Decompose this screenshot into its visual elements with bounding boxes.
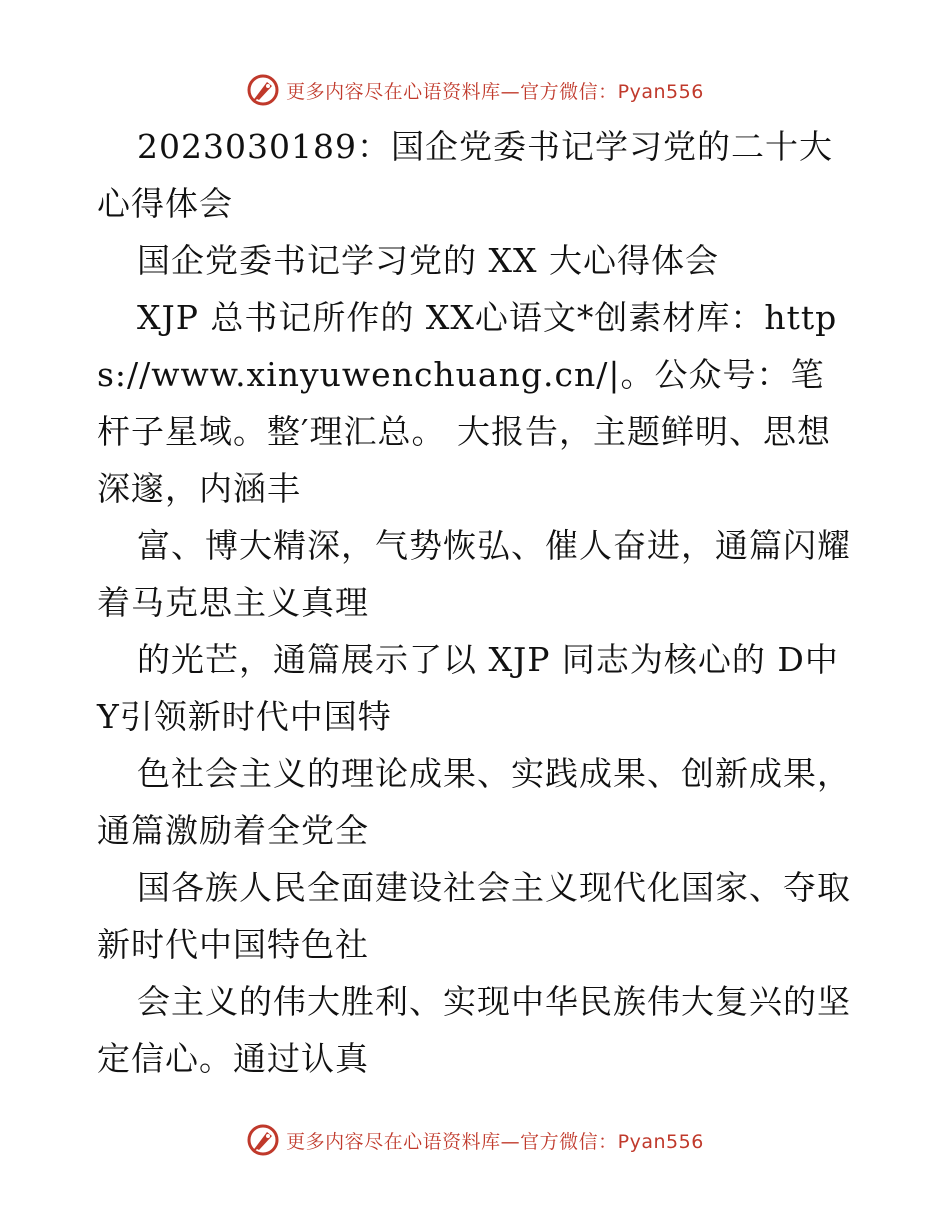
pen-nib-circle-icon [246,1123,280,1157]
paragraph: 的光芒，通篇展示了以 XJP 同志为核心的 D中Y引领新时代中国特 [97,640,839,736]
banner-text [286,1127,704,1154]
paragraph: 会主义的伟大胜利、实现中华民族伟大复兴的坚定信心。通过认真 [97,982,851,1078]
pen-nib-circle-icon [246,73,280,107]
banner-sub-text: 官方微信：Pyan556 [520,1130,704,1153]
paragraph-subtitle: 国企党委书记学习党的 XX 大心得体会 [137,241,719,280]
document-body [97,118,857,1087]
paragraph: 富、博大精深，气势恢弘、催人奋进，通篇闪耀着马克思主义真理 [97,526,851,622]
paragraph: XJP 总书记所作的 XX心语文*创素材库：https://www.xinyuwenchuang.cn/|。公众号：笔杆子星域。整′理汇总。 大报告，主题鲜明、思想深邃，内涵丰 [97,298,838,508]
paragraph-title: 2023030189：国企党委书记学习党的二十大心得体会 [97,127,833,223]
paragraph: 国各族人民全面建设社会主义现代化国家、夺取新时代中国特色社 [97,868,851,964]
paragraph: 色社会主义的理论成果、实践成果、创新成果，通篇激励着全党全 [97,754,851,850]
banner-main-text: 更多内容尽在心语资料库 [286,1130,501,1153]
banner-separator: — [500,1130,521,1153]
header-watermark-banner [0,70,950,110]
footer-watermark-banner [0,1120,950,1160]
banner-text [286,77,704,104]
banner-separator: — [500,80,521,103]
banner-main-text: 更多内容尽在心语资料库 [286,80,501,103]
banner-sub-text: 官方微信：Pyan556 [520,80,704,103]
